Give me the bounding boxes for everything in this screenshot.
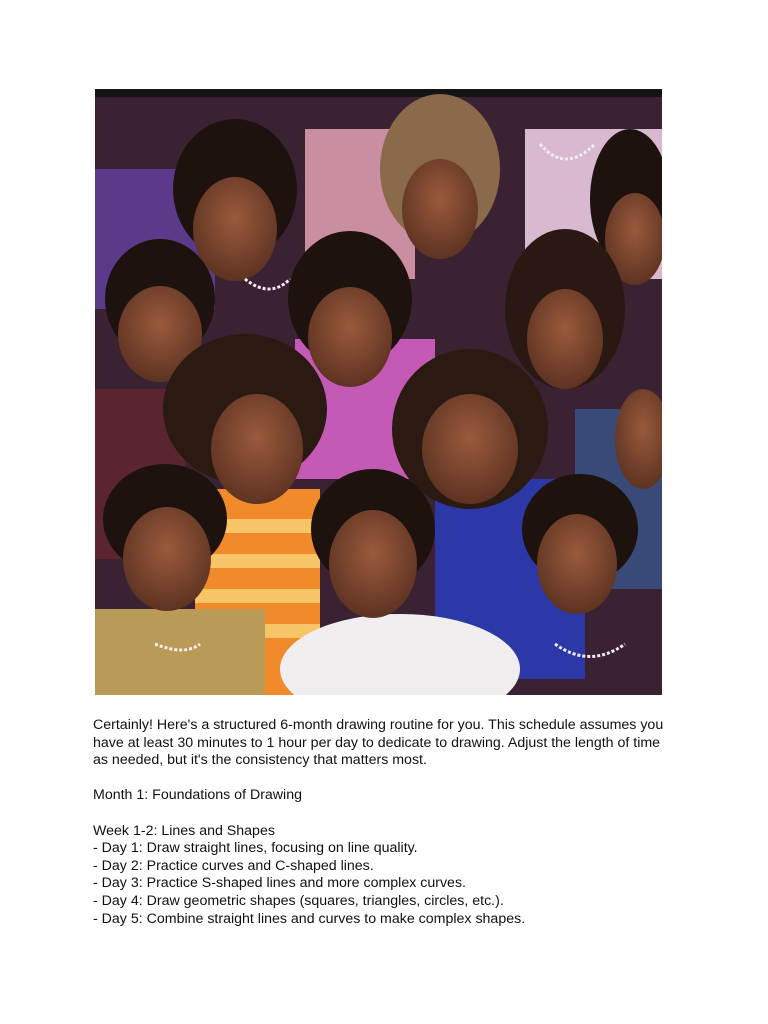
week-heading: Week 1-2: Lines and Shapes bbox=[93, 822, 275, 839]
document-text bbox=[93, 717, 673, 928]
day-item: - Day 5: Combine straight lines and curves to make complex shapes. bbox=[93, 910, 526, 927]
face bbox=[505, 229, 625, 389]
illustration-drawing bbox=[95, 89, 662, 695]
intro-paragraph: Certainly! Here's a structured 6-month drawing routine for you. This schedule assumes you have at least 30 minutes to 1 hour per day to dedicate to drawing. Adjust the length of time as needed, but it's the consistency that matters most. bbox=[93, 717, 664, 769]
face bbox=[392, 349, 548, 509]
day-item: - Day 2: Practice curves and C-shaped lines. bbox=[93, 857, 374, 874]
month-heading: Month 1: Foundations of Drawing bbox=[93, 787, 302, 804]
illustration-group-of-women bbox=[95, 89, 662, 695]
day-item: - Day 3: Practice S-shaped lines and more complex curves. bbox=[93, 875, 466, 892]
day-item: - Day 4: Draw geometric shapes (squares, triangles, circles, etc.). bbox=[93, 892, 504, 909]
spacer bbox=[93, 805, 673, 823]
spacer bbox=[93, 770, 673, 788]
day-item: - Day 1: Draw straight lines, focusing on line quality. bbox=[93, 840, 418, 857]
